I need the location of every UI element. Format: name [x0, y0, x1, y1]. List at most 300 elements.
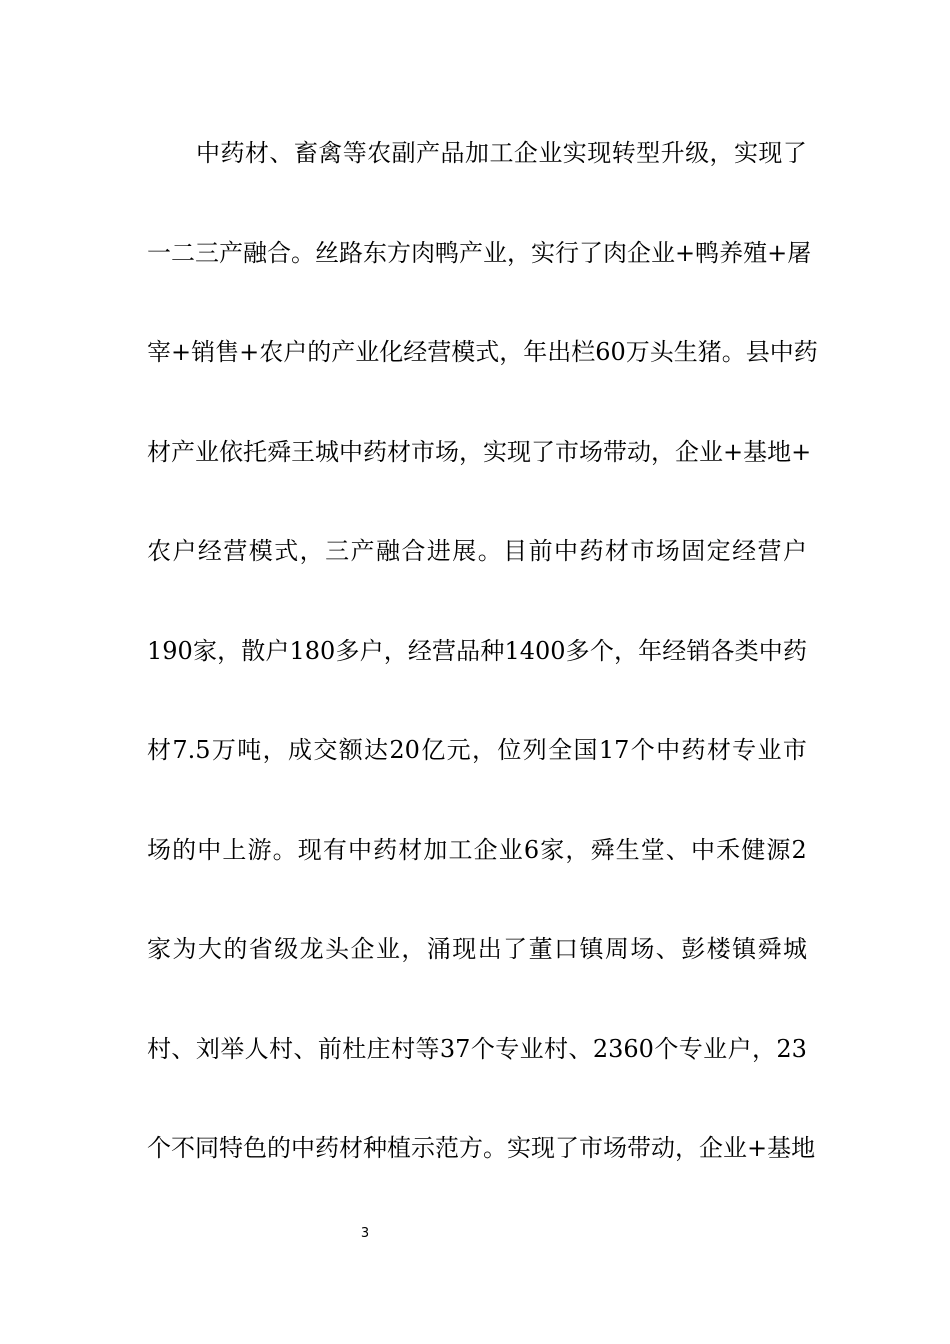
text-glyph: 材	[398, 835, 423, 864]
text-glyph: 企	[513, 139, 538, 167]
text-glyph: 吨	[237, 736, 262, 764]
text-glyph: 镇	[732, 935, 757, 963]
text-glyph: 模	[451, 338, 476, 366]
text-glyph: ，	[613, 636, 638, 665]
text-glyph: 养	[719, 238, 744, 267]
text-glyph: 化	[379, 338, 404, 366]
text-glyph: 村	[269, 1034, 294, 1063]
text-glyph: 多	[565, 636, 590, 665]
text-glyph: 市	[411, 437, 435, 466]
text-glyph: 东	[363, 238, 387, 267]
text-glyph: 年	[638, 636, 663, 665]
text-glyph: 达	[364, 736, 389, 764]
text-glyph: ，	[751, 1034, 776, 1063]
text-glyph: 了	[503, 935, 528, 963]
text-glyph: 董	[528, 935, 553, 963]
text-glyph: 场	[603, 1134, 627, 1162]
text-line	[147, 1022, 807, 1122]
text-glyph: 产	[459, 238, 483, 267]
text-glyph: 目	[503, 537, 528, 565]
text-glyph: 工	[448, 835, 473, 864]
text-glyph: 销	[191, 338, 216, 366]
text-glyph: 7.5	[172, 736, 211, 764]
text-glyph: 带	[603, 437, 627, 466]
text-glyph: 方	[387, 238, 411, 267]
text-glyph: 实	[507, 1134, 531, 1162]
text-glyph: 17	[598, 736, 630, 764]
text-glyph: 产	[350, 537, 375, 565]
text-glyph: 了	[555, 1134, 579, 1162]
text-glyph: 生	[615, 835, 640, 864]
text-glyph: 年	[523, 338, 548, 366]
text-glyph: 鸭	[435, 238, 459, 267]
text-glyph: 周	[604, 935, 629, 963]
text-glyph: 动	[651, 1134, 675, 1162]
text-glyph: 场	[435, 437, 459, 466]
text-glyph: 企	[627, 238, 651, 267]
text-glyph: 材	[339, 1134, 363, 1162]
text-glyph: 猪	[697, 338, 722, 366]
text-glyph: 涌	[426, 935, 451, 963]
text-glyph: 依	[219, 437, 243, 466]
text-glyph: 产	[171, 437, 195, 466]
text-glyph: 售	[215, 338, 240, 366]
text-glyph: 现	[297, 835, 322, 864]
body-text	[147, 126, 818, 1221]
text-glyph: 式	[274, 537, 299, 565]
text-glyph: 场	[147, 835, 171, 864]
text-glyph: 家	[147, 935, 171, 963]
text-line	[147, 624, 807, 724]
text-glyph: 的	[223, 935, 248, 963]
text-glyph: 中	[769, 338, 794, 366]
text-glyph: 营	[757, 537, 782, 565]
text-glyph: 业	[519, 1034, 544, 1063]
text-line	[147, 425, 812, 525]
text-line	[147, 524, 807, 624]
text-glyph: 基	[743, 437, 768, 466]
text-glyph: 副	[391, 139, 416, 167]
text-glyph: 额	[338, 736, 363, 764]
text-glyph: 舜	[757, 935, 782, 963]
text-glyph: 村	[391, 1034, 416, 1063]
text-glyph: 实	[733, 139, 758, 167]
text-glyph: 级	[274, 935, 299, 963]
text-glyph: 经	[732, 537, 757, 565]
text-glyph: 加	[464, 139, 489, 167]
text-glyph: 地	[791, 1134, 816, 1162]
text-glyph: 药	[579, 537, 604, 565]
text-glyph: 个	[589, 636, 614, 665]
text-glyph: 交	[313, 736, 338, 764]
text-glyph: 现	[758, 139, 783, 167]
text-glyph: 企	[473, 835, 498, 864]
text-glyph: 37	[439, 1034, 471, 1063]
text-glyph: 庄	[366, 1034, 391, 1063]
text-glyph: 合	[401, 537, 426, 565]
text-glyph: 全	[548, 736, 573, 764]
text-glyph: 城	[315, 437, 339, 466]
text-glyph: 不	[171, 1134, 195, 1162]
text-glyph: 企	[350, 935, 375, 963]
text-glyph: 药	[373, 835, 398, 864]
text-glyph: 大	[197, 935, 222, 963]
text-glyph: 20	[389, 736, 420, 764]
text-glyph: 、	[568, 1034, 593, 1063]
text-glyph: 家	[192, 636, 217, 665]
text-glyph: 同	[195, 1134, 219, 1162]
text-glyph: 基	[767, 1134, 792, 1162]
text-glyph: 三	[325, 537, 350, 565]
text-glyph: 户	[265, 636, 290, 665]
text-glyph: 经	[403, 338, 428, 366]
text-glyph: 二	[171, 238, 195, 267]
text-glyph: 口	[554, 935, 578, 963]
text-glyph: 23	[776, 1034, 807, 1063]
page-number: 3	[360, 1226, 370, 1241]
text-glyph: 农	[147, 537, 171, 565]
text-glyph: 村	[544, 1034, 569, 1063]
text-glyph: 经	[407, 636, 432, 665]
text-glyph: 杜	[342, 1034, 367, 1063]
text-glyph: 式	[475, 338, 500, 366]
text-line	[147, 1121, 816, 1221]
text-glyph: 城	[782, 935, 807, 963]
text-glyph: 市	[630, 537, 655, 565]
text-glyph: 行	[555, 238, 579, 267]
text-line	[147, 723, 807, 823]
text-glyph: 舜	[590, 835, 615, 864]
text-glyph: 户	[172, 537, 197, 565]
text-glyph: 60	[595, 338, 626, 366]
text-glyph: 业	[651, 238, 675, 267]
text-glyph: 业	[498, 835, 523, 864]
text-line	[147, 922, 807, 1022]
text-glyph: 种	[480, 636, 505, 665]
text-glyph: 出	[547, 338, 572, 366]
text-glyph: +	[171, 338, 192, 366]
text-glyph: 型	[636, 139, 661, 167]
text-glyph: 场	[579, 437, 603, 466]
text-glyph: 镇	[579, 935, 604, 963]
text-glyph: 中	[656, 736, 681, 764]
text-glyph: 个	[630, 736, 655, 764]
text-glyph: 业	[757, 736, 782, 764]
text-glyph: ，	[507, 238, 531, 267]
text-glyph: 190	[147, 636, 193, 665]
text-glyph: +	[791, 437, 812, 466]
text-glyph: 中	[554, 537, 578, 565]
text-glyph: 龙	[299, 935, 324, 963]
text-glyph: 种	[363, 1134, 387, 1162]
text-glyph: 了	[782, 139, 807, 167]
text-glyph: 进	[426, 537, 451, 565]
text-glyph: 场	[630, 935, 655, 963]
text-glyph: 产	[331, 338, 356, 366]
text-glyph: +	[675, 238, 696, 267]
text-glyph: +	[239, 338, 260, 366]
text-glyph: 现	[531, 1134, 555, 1162]
text-glyph: 6	[523, 835, 540, 864]
text-glyph: 材	[387, 437, 411, 466]
text-glyph: 业	[699, 437, 723, 466]
text-glyph: ，	[299, 537, 324, 565]
text-glyph: 材	[706, 736, 731, 764]
text-glyph: 示	[411, 1134, 435, 1162]
text-glyph: 转	[611, 139, 636, 167]
text-glyph: 位	[497, 736, 522, 764]
text-glyph: ，	[499, 338, 524, 366]
text-glyph: 屠	[787, 238, 812, 267]
text-glyph: 药	[220, 139, 245, 167]
text-glyph: 路	[339, 238, 363, 267]
text-glyph: 刘	[195, 1034, 220, 1063]
text-line	[147, 126, 807, 226]
text-glyph: 万	[211, 736, 236, 764]
text-glyph: 中	[291, 1134, 315, 1162]
text-glyph: 王	[291, 437, 315, 466]
text-glyph: 上	[222, 835, 247, 864]
text-glyph: 合	[267, 238, 291, 267]
text-glyph: 禽	[318, 139, 343, 167]
text-glyph: 企	[699, 1134, 723, 1162]
text-glyph: 中	[758, 636, 783, 665]
text-glyph: 材	[147, 736, 171, 764]
text-glyph: 药	[681, 736, 706, 764]
text-glyph: 列	[522, 736, 547, 764]
text-glyph: 销	[686, 636, 711, 665]
text-glyph: 丝	[315, 238, 339, 267]
text-glyph: 亿	[421, 736, 446, 764]
text-glyph: ，	[217, 636, 242, 665]
text-glyph: 举	[220, 1034, 245, 1063]
text-glyph: 中	[196, 139, 220, 167]
text-glyph: ，	[383, 636, 408, 665]
text-glyph: 元	[446, 736, 471, 764]
text-glyph: 禾	[716, 835, 741, 864]
text-glyph: 。	[721, 338, 746, 366]
text-glyph: 头	[325, 935, 350, 963]
text-glyph: 、	[655, 935, 680, 963]
text-glyph: 肉	[603, 238, 627, 267]
text-glyph: 药	[793, 338, 818, 366]
text-glyph: 生	[673, 338, 698, 366]
text-glyph: 方	[459, 1134, 483, 1162]
text-glyph: 人	[244, 1034, 269, 1063]
text-glyph: +	[723, 437, 744, 466]
text-glyph: ，	[565, 835, 590, 864]
text-glyph: 、	[665, 835, 690, 864]
text-glyph: 经	[662, 636, 687, 665]
text-glyph: 营	[427, 338, 452, 366]
text-glyph: 户	[283, 338, 308, 366]
text-glyph: 前	[528, 537, 553, 565]
text-glyph: 营	[432, 636, 457, 665]
text-glyph: 有	[322, 835, 347, 864]
text-glyph: 动	[627, 437, 651, 466]
text-glyph: 材	[147, 437, 171, 466]
text-glyph: 展	[452, 537, 477, 565]
text-glyph: 现	[587, 139, 612, 167]
text-glyph: 品	[456, 636, 481, 665]
text-glyph: 个	[654, 1034, 679, 1063]
text-glyph: 散	[241, 636, 266, 665]
text-glyph: 三	[195, 238, 219, 267]
text-glyph: 畜	[293, 139, 318, 167]
text-glyph: 等	[342, 139, 367, 167]
text-glyph: 范	[435, 1134, 459, 1162]
text-glyph: 栏	[571, 338, 596, 366]
text-glyph: 实	[531, 238, 555, 267]
text-glyph: 。	[291, 238, 315, 267]
text-glyph: 产	[416, 139, 441, 167]
text-glyph: 色	[243, 1134, 267, 1162]
text-glyph: ，	[675, 1134, 699, 1162]
text-glyph: 产	[219, 238, 243, 267]
text-glyph: 。	[477, 537, 502, 565]
text-glyph: 业	[195, 437, 219, 466]
text-glyph: 多	[335, 636, 360, 665]
text-glyph: 殖	[743, 238, 768, 267]
text-glyph: 成	[287, 736, 312, 764]
text-glyph: 中	[348, 835, 372, 864]
text-glyph: 现	[507, 437, 531, 466]
text-glyph: 药	[315, 1134, 339, 1162]
text-glyph: 1400	[504, 636, 566, 665]
text-glyph: 个	[470, 1034, 495, 1063]
text-glyph: 一	[147, 238, 171, 267]
text-glyph: 材	[604, 537, 629, 565]
text-glyph: 农	[367, 139, 392, 167]
text-glyph: 专	[495, 1034, 520, 1063]
text-glyph: 鸭	[695, 238, 720, 267]
text-glyph: 中	[339, 437, 363, 466]
text-glyph: 。	[272, 835, 297, 864]
text-glyph: 户	[782, 537, 807, 565]
text-glyph: 经	[197, 537, 222, 565]
text-glyph: ，	[459, 437, 483, 466]
text-glyph: 市	[782, 736, 807, 764]
text-glyph: 专	[678, 1034, 703, 1063]
text-glyph: 省	[248, 935, 273, 963]
text-glyph: +	[747, 1134, 768, 1162]
text-glyph: 材	[244, 139, 269, 167]
text-glyph: 业	[538, 139, 563, 167]
text-glyph: 前	[317, 1034, 342, 1063]
text-glyph: 场	[655, 537, 680, 565]
text-glyph: 180	[289, 636, 336, 665]
text-glyph: 健	[741, 835, 766, 864]
text-glyph: 村	[147, 1034, 171, 1063]
text-glyph: 定	[706, 537, 731, 565]
text-glyph: 实	[562, 139, 587, 167]
text-glyph: +	[767, 238, 788, 267]
text-glyph: 的	[307, 338, 332, 366]
text-glyph: 加	[423, 835, 448, 864]
text-glyph: 托	[243, 437, 267, 466]
text-glyph: 营	[223, 537, 248, 565]
text-glyph: 堂	[640, 835, 665, 864]
text-glyph: 固	[681, 537, 706, 565]
text-glyph: 融	[243, 238, 267, 267]
text-glyph: 市	[555, 437, 579, 466]
text-glyph: 实	[483, 437, 507, 466]
text-glyph: 国	[573, 736, 598, 764]
text-glyph: 品	[440, 139, 465, 167]
text-glyph: 楼	[706, 935, 731, 963]
text-glyph: 了	[579, 238, 603, 267]
text-glyph: 植	[387, 1134, 411, 1162]
text-glyph: 地	[767, 437, 792, 466]
text-glyph: 现	[452, 935, 477, 963]
text-glyph: 业	[375, 935, 400, 963]
text-glyph: 中	[197, 835, 222, 864]
text-glyph: 企	[675, 437, 699, 466]
text-glyph: 级	[685, 139, 710, 167]
text-glyph: ，	[651, 437, 675, 466]
text-glyph: 出	[477, 935, 502, 963]
text-line	[147, 823, 807, 923]
text-glyph: ，	[262, 736, 287, 764]
text-glyph: 2360	[592, 1034, 654, 1063]
text-glyph: 县	[745, 338, 770, 366]
text-glyph: 药	[363, 437, 387, 466]
text-line	[147, 226, 812, 326]
text-glyph: 、	[171, 1034, 196, 1063]
text-glyph: 各	[710, 636, 735, 665]
text-glyph: 业	[703, 1034, 728, 1063]
text-glyph: 彭	[681, 935, 706, 963]
text-glyph: 市	[579, 1134, 603, 1162]
text-line	[147, 325, 818, 425]
text-glyph: 中	[691, 835, 716, 864]
text-glyph: 模	[248, 537, 273, 565]
text-glyph: 肉	[411, 238, 435, 267]
text-glyph: 。	[483, 1134, 507, 1162]
text-glyph: 2	[791, 835, 807, 864]
text-glyph: 升	[660, 139, 685, 167]
text-glyph: 为	[172, 935, 197, 963]
text-glyph: 融	[375, 537, 400, 565]
text-glyph: 舜	[267, 437, 291, 466]
text-glyph: 源	[766, 835, 791, 864]
text-glyph: 、	[293, 1034, 318, 1063]
text-glyph: 万	[625, 338, 650, 366]
text-glyph: 游	[247, 835, 272, 864]
text-glyph: 了	[531, 437, 555, 466]
text-glyph: 专	[732, 736, 757, 764]
text-glyph: ，	[401, 935, 426, 963]
text-glyph: 家	[540, 835, 565, 864]
text-glyph: 户	[359, 636, 384, 665]
text-glyph: 户	[727, 1034, 752, 1063]
text-glyph: ，	[709, 139, 734, 167]
text-glyph: 工	[489, 139, 514, 167]
text-glyph: 农	[259, 338, 284, 366]
text-glyph: 的	[172, 835, 197, 864]
text-glyph: 宰	[147, 338, 171, 366]
text-glyph: 的	[267, 1134, 291, 1162]
text-glyph: 等	[415, 1034, 440, 1063]
text-glyph: ，	[472, 736, 497, 764]
text-glyph: 个	[147, 1134, 171, 1162]
text-glyph: 业	[355, 338, 380, 366]
text-glyph: 业	[723, 1134, 747, 1162]
text-glyph: 、	[269, 139, 294, 167]
text-glyph: 类	[734, 636, 759, 665]
text-glyph: 药	[782, 636, 807, 665]
text-glyph: 业	[483, 238, 507, 267]
